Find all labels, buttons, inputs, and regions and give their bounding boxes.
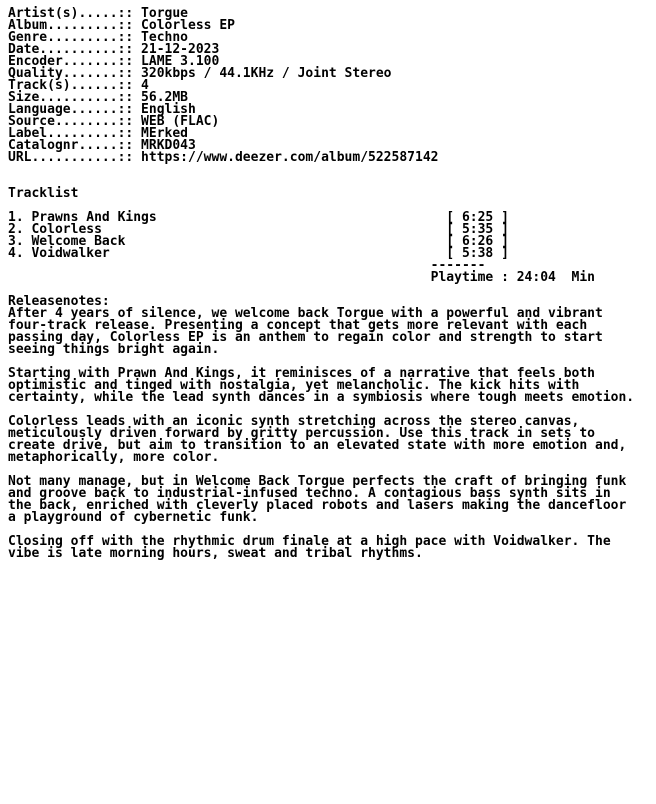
paragraph-line: optimistic and tinged with nostalgia, yet melancholic. The kick hits with (8, 378, 580, 393)
paragraph-line: passing day, Colorless EP is an anthem to regain color and strength to start (8, 330, 603, 345)
paragraph-line: After 4 years of silence, we welcome back Torgue with a powerful and vibrant (8, 306, 603, 321)
info-album: Album.........:: Colorless EP (8, 18, 235, 33)
info-size: Size..........:: 56.2MB (8, 90, 189, 105)
paragraph-line: certainty, while the lead synth dances in a symbiosis where tough meets emotion. (8, 390, 635, 405)
release-info-block (8, 8, 656, 164)
tracklist (8, 212, 656, 284)
releasenotes-heading: Releasenotes: (8, 294, 110, 309)
info-genre: Genre.........:: Techno (8, 30, 189, 45)
releasenotes-paragraph (8, 308, 656, 356)
paragraph-line: Starting with Prawn And Kings, it reminisces of a narrative that feels both (8, 366, 595, 381)
releasenotes-paragraph (8, 536, 656, 560)
paragraph-line: and groove back to industrial-infused techno. A contagious bass synth sits in (8, 486, 611, 501)
track-row: 1. Prawns And Kings [ 6:25 ] (8, 210, 509, 225)
info-source: Source........:: WEB (FLAC) (8, 114, 220, 129)
info-tracks: Track(s)......:: 4 (8, 78, 149, 93)
paragraph-line: vibe is late morning hours, sweat and tribal rhythms. (8, 546, 423, 561)
releasenotes-paragraph (8, 476, 656, 524)
paragraph-line: Colorless leads with an iconic synth stretching across the stereo canvas, (8, 414, 580, 429)
track-row: 2. Colorless [ 5:35 ] (8, 222, 509, 237)
releasenotes-paragraph (8, 416, 656, 464)
track-row: 3. Welcome Back [ 6:26 ] (8, 234, 509, 249)
info-url: URL...........:: https://www.deezer.com/album/522587142 (8, 150, 439, 165)
paragraph-line: Not many manage, but in Welcome Back Torgue perfects the craft of bringing funk (8, 474, 627, 489)
paragraph-line: four-track release. Presenting a concept that gets more relevant with each (8, 318, 588, 333)
info-quality: Quality.......:: 320kbps / 44.1KHz / Joint Stereo (8, 66, 392, 81)
info-date: Date..........:: 21-12-2023 (8, 42, 220, 57)
paragraph-line: a playground of cybernetic funk. (8, 510, 259, 525)
tracklist-heading: Tracklist (8, 186, 79, 201)
paragraph-line: create drive, but aim to transition to an elevated state with more emotion and, (8, 438, 627, 453)
paragraph-line: seeing things bright again. (8, 342, 220, 357)
info-catalognr: Catalognr.....:: MRKD043 (8, 138, 196, 153)
paragraph-line: Closing off with the rhythmic drum finale at a high pace with Voidwalker. The (8, 534, 611, 549)
playtime-total: Playtime : 24:04 Min (8, 270, 595, 285)
info-label: Label.........:: MErked (8, 126, 189, 141)
releasenotes-paragraph (8, 368, 656, 404)
playtime-separator: ------- (8, 258, 486, 273)
paragraph-line: the back, enriched with cleverly placed robots and lasers making the dancefloor (8, 498, 627, 513)
info-encoder: Encoder.......:: LAME 3.100 (8, 54, 220, 69)
paragraph-line: meticulously driven forward by gritty percussion. Use this track in sets to (8, 426, 595, 441)
paragraph-line: metaphorically, more color. (8, 450, 220, 465)
info-artist: Artist(s).....:: Torgue (8, 6, 189, 21)
info-language: Language......:: English (8, 102, 196, 117)
track-row: 4. Voidwalker [ 5:38 ] (8, 246, 509, 261)
